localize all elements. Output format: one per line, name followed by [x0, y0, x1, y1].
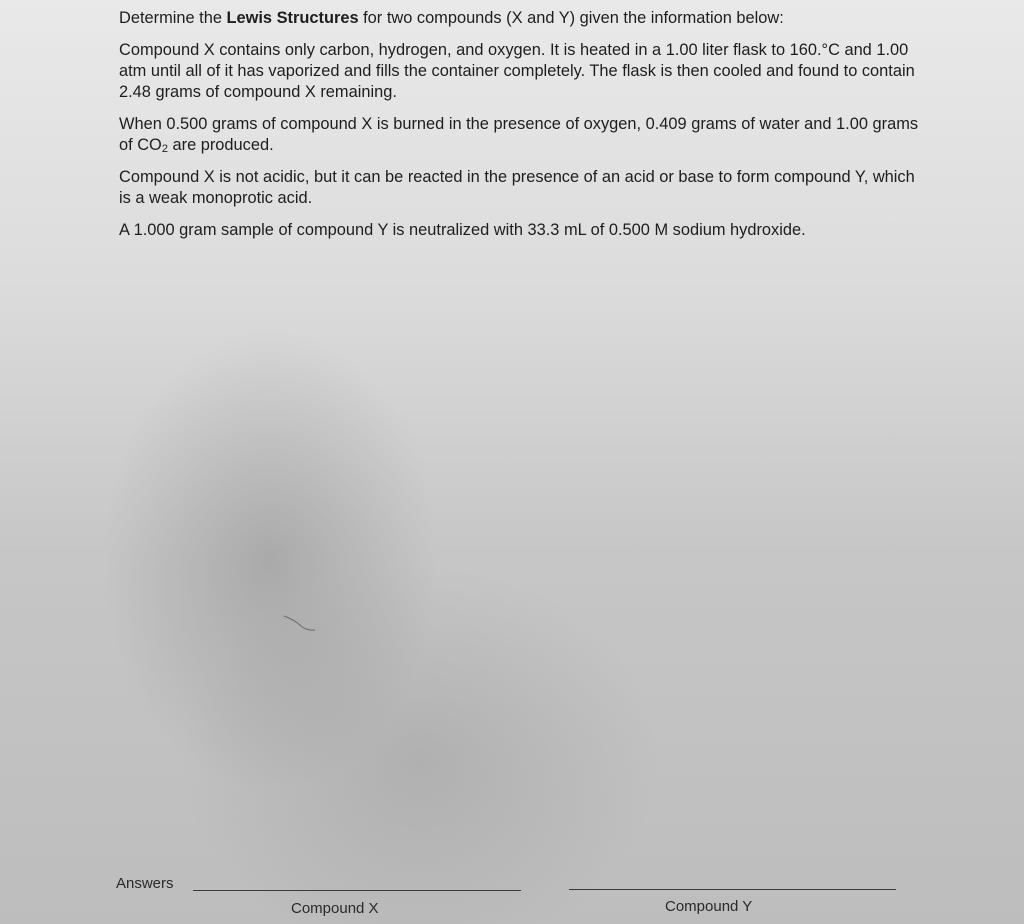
- paragraph-titration: A 1.000 gram sample of compound Y is neutralized with 33.3 mL of 0.500 M sodium hydroxide.: [119, 221, 806, 239]
- combustion-text-end: are produced.: [167, 136, 274, 154]
- compound-y-caption: Compound Y: [665, 898, 753, 915]
- compound-x-caption: Compound X: [291, 900, 379, 917]
- intro-text-end: for two compounds (X and Y) given the information below:: [358, 9, 784, 27]
- paragraph-reaction: Compound X is not acidic, but it can be reacted in the presence of an acid or base to form compound Y, which is a weak monoprotic acid.: [119, 168, 915, 207]
- answers-label: Answers: [116, 875, 174, 892]
- intro-bold-term: Lewis Structures: [226, 9, 359, 27]
- intro-paragraph: [119, 8, 919, 29]
- intro-text: Determine the: [119, 9, 227, 27]
- combustion-text: When 0.500 grams of compound X is burned in the presence of oxygen, 0.409 grams of water and 1.00 grams of CO: [119, 115, 919, 154]
- paragraph-vaporization: Compound X contains only carbon, hydrogen, and oxygen. It is heated in a 1.00 liter flask to 160.°C and 1.00 atm until all of it has vaporized and fills the container completely. The flask is then cooled and found to contain 2.48 grams of compound X remaining.: [119, 41, 915, 101]
- paragraph-combustion: [119, 114, 919, 156]
- co2-subscript: 2: [161, 143, 168, 155]
- problem-statement: [119, 8, 919, 252]
- compound-y-answer-line[interactable]: [569, 889, 896, 890]
- compound-x-answer-line[interactable]: [193, 890, 521, 891]
- pen-stroke-mark: [283, 614, 317, 634]
